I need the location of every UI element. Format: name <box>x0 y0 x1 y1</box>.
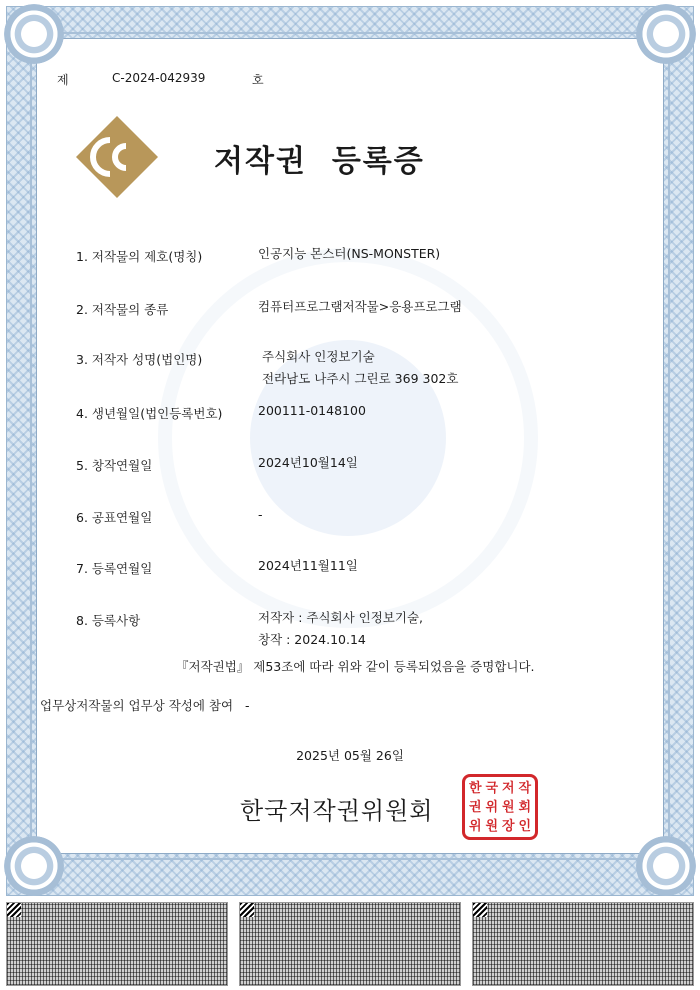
field-value <box>258 400 366 422</box>
field-label: 2. 저작물의 종류 <box>76 302 169 317</box>
field-value-line: 전라남도 나주시 그린로 369 302호 <box>262 371 459 386</box>
corner-marker <box>240 903 254 917</box>
field-value <box>258 243 440 265</box>
copyright-logo <box>76 116 158 198</box>
field-value-line: 2024년10월14일 <box>258 455 358 470</box>
field-label: 4. 생년월일(법인등록번호) <box>76 406 223 421</box>
corner-ornament <box>636 836 696 896</box>
field-value <box>262 346 458 390</box>
seal-character: 한 <box>468 781 482 796</box>
field-label: 6. 공표연월일 <box>76 510 153 525</box>
field-value-line: 창작 : 2024.10.14 <box>258 632 366 647</box>
corner-marker <box>7 903 21 917</box>
field-value <box>258 607 423 651</box>
seal-character: 권 <box>468 800 482 815</box>
verification-code <box>239 902 461 986</box>
issuing-organization: 한국저작권위원회 <box>240 797 434 825</box>
field-value <box>258 555 358 577</box>
work-for-hire-row <box>40 696 250 714</box>
certificate-number: C-2024-042939 <box>112 71 206 85</box>
field-label: 1. 저작물의 제호(명칭) <box>76 249 203 264</box>
field-value-line: 컴퓨터프로그램저작물>응용프로그램 <box>258 299 462 314</box>
field-label: 8. 등록사항 <box>76 613 141 628</box>
work-for-hire-label: 업무상저작물의 업무상 작성에 참여 <box>40 698 234 713</box>
seal-character: 위 <box>485 800 499 815</box>
seal-character: 위 <box>468 819 482 834</box>
seal-character: 회 <box>518 800 532 815</box>
corner-ornament <box>4 4 64 64</box>
official-seal <box>462 774 538 840</box>
seal-character: 작 <box>518 781 532 796</box>
verification-code <box>6 902 228 986</box>
field-value-line: - <box>258 507 263 522</box>
corner-ornament <box>636 4 696 64</box>
seal-character: 저 <box>501 781 515 796</box>
field-value-line: 2024년11월11일 <box>258 558 358 573</box>
work-for-hire-value: - <box>245 698 250 713</box>
verification-code <box>472 902 694 986</box>
certificate-title: 저작권 등록증 <box>214 144 425 179</box>
issue-date: 2025년 05월 26일 <box>296 748 404 763</box>
seal-character: 원 <box>501 800 515 815</box>
seal-character: 국 <box>485 781 499 796</box>
field-label: 5. 창작연월일 <box>76 458 153 473</box>
number-prefix: 제 <box>57 73 69 87</box>
corner-ornament <box>4 836 64 896</box>
certification-statement: 『저작권법』 제53조에 따라 위와 같이 등록되었음을 증명합니다. <box>176 659 535 674</box>
seal-character: 원 <box>485 819 499 834</box>
number-suffix: 호 <box>252 73 264 87</box>
field-value <box>258 504 263 526</box>
field-value <box>258 452 358 474</box>
field-value-line: 저작자 : 주식회사 인정보기술, <box>258 610 424 625</box>
seal-character: 인 <box>518 819 532 834</box>
field-label: 3. 저작자 성명(법인명) <box>76 352 203 367</box>
field-value <box>258 296 462 318</box>
field-label: 7. 등록연월일 <box>76 561 153 576</box>
field-value-line: 인공지능 몬스터(NS-MONSTER) <box>258 246 441 261</box>
field-value-line: 200111-0148100 <box>258 403 366 418</box>
field-value-line: 주식회사 인정보기술 <box>262 349 375 364</box>
seal-character: 장 <box>501 819 515 834</box>
corner-marker <box>473 903 487 917</box>
